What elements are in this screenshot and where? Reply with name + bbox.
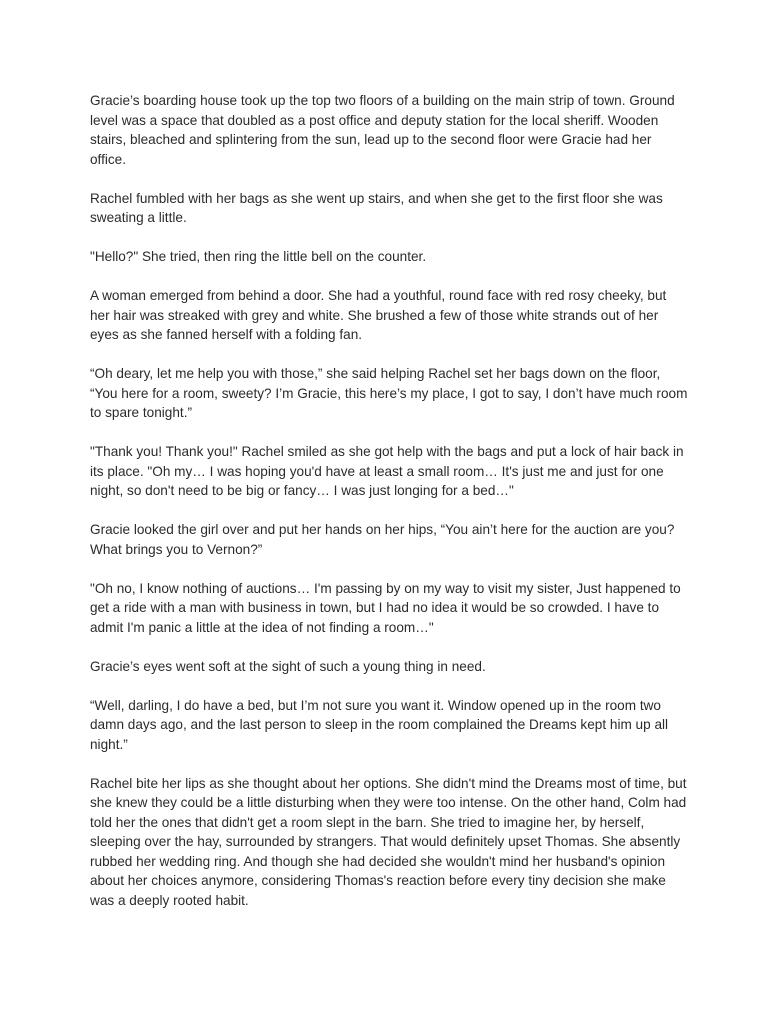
paragraph-4: A woman emerged from behind a door. She had a youthful, round face with red rosy cheeky, but her hair was streaked with grey and white. She brushed a few of those white strands out of her eyes as she fanned herself with a folding fan. [90,288,667,342]
paragraph-9: Gracie’s eyes went soft at the sight of such a young thing in need. [90,658,486,674]
paragraph-11: Rachel bite her lips as she thought about her options. She didn't mind the Dreams most of time, but she knew they could be a little disturbing when they were too intense. On the other hand, Colm had told her the ones that didn't get a room slept in the barn. She tried to imagine her, by herself, sleeping over the hay, surrounded by strangers. That would definitely upset Thomas. She absently rubbed her wedding ring. And though she had decided she wouldn't mind her husband's opinion about her choices anymore, considering Thomas's reaction before every tiny decision she make was a deeply rooted habit. [90,775,687,908]
paragraph-7: Gracie looked the girl over and put her hands on her hips, “You ain’t here for the auction are you? What brings you to Vernon?” [90,522,675,557]
paragraph-3: "Hello?" She tried, then ring the little bell on the counter. [90,249,427,264]
paragraph-8: "Oh no, I know nothing of auctions… I'm passing by on my way to visit my sister, Just happened to get a ride with a man with business in town, but I had no idea it would be so crowded. I have to admit I'm panic a little at the idea of not finding a room…" [90,580,681,635]
paragraph-5: “Oh deary, let me help you with those,” she said helping Rachel set her bags down on the floor, “You here for a room, sweety? I’m Gracie, this here’s my place, I got to say, I don’t have much room to spare tonight.” [90,366,688,420]
document-body [90,91,688,910]
paragraph-10: “Well, darling, I do have a bed, but I’m not sure you want it. Window opened up in the room two damn days ago, and the last person to sleep in the room complained the Dreams kept him up all night.” [90,697,669,752]
paragraph-6: "Thank you! Thank you!" Rachel smiled as she got help with the bags and put a lock of hair back in its place. "Oh my… I was hoping you'd have at least a small room… It's just me and just for one night, so don't need to be big or fancy… I was just longing for a bed…" [90,444,684,498]
paragraph-1: Gracie’s boarding house took up the top two floors of a building on the main strip of town. Ground level was a space that doubled as a post office and deputy station for the local sheriff. Wooden stairs, bleached and splintering from the sun, lead up to the second floor were Gracie had her office. [90,93,675,167]
paragraph-2: Rachel fumbled with her bags as she went up stairs, and when she get to the first floor she was sweating a little. [90,190,663,225]
